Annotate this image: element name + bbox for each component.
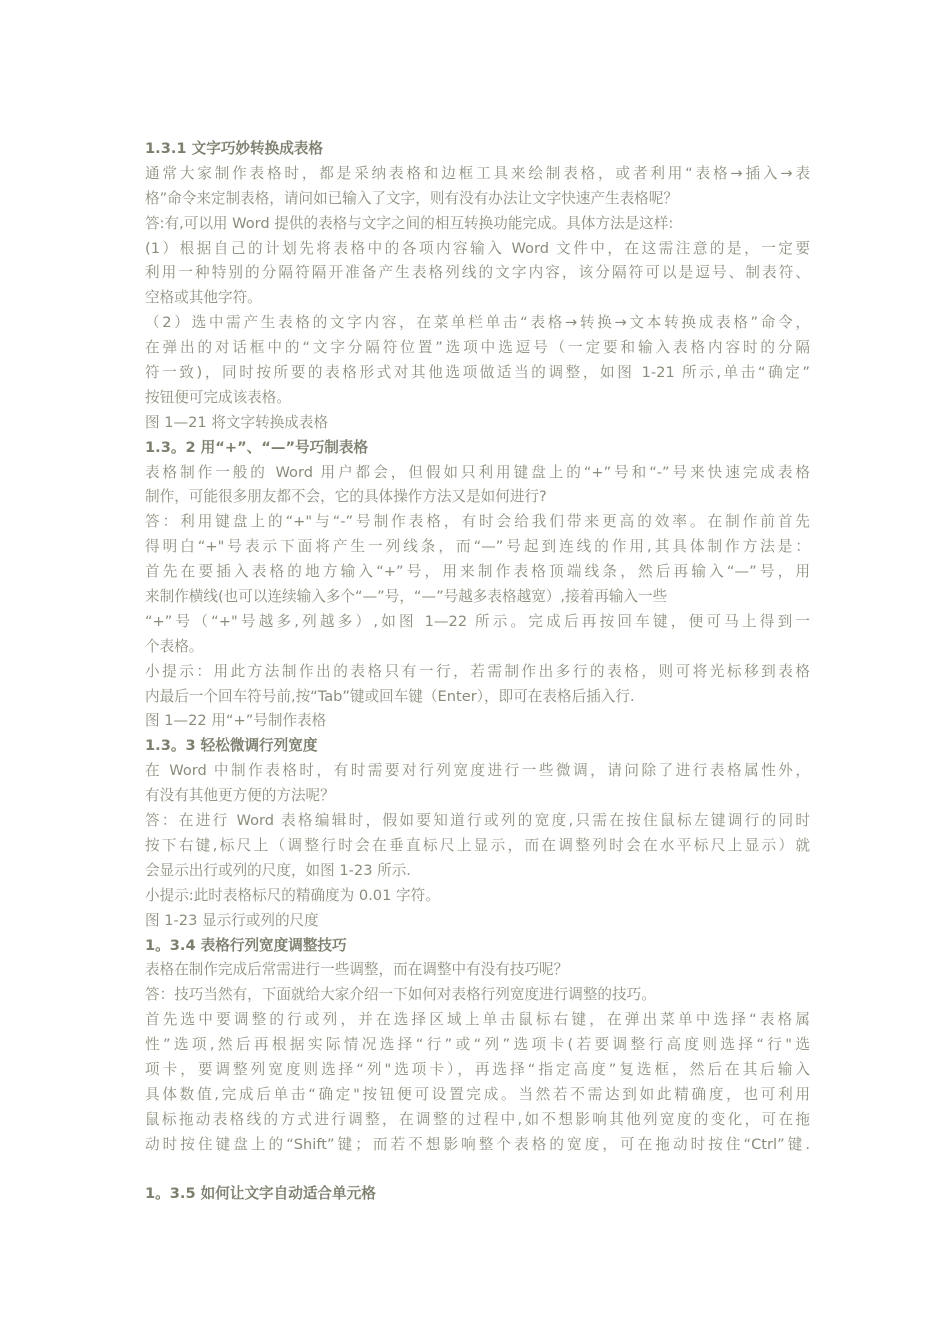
section-heading: 1.3。3 轻松微调行列宽度: [145, 737, 318, 755]
body-line: 鼠标拖动表格线的方式进行调整，在调整的过程中,如不想影响其他列宽度的变化，可在拖: [145, 1110, 810, 1128]
body-line: 按下右键,标尺上（调整行时会在垂直标尺上显示，而在调整列时会在水平标尺上显示）就: [145, 836, 810, 854]
body-line: (1）根据自己的计划先将表格中的各项内容输入 Word 文件中，在这需注意的是，一定要: [145, 239, 810, 257]
section-heading: 1.3.1 文字巧妙转换成表格: [145, 140, 323, 157]
figure-caption: 图 1—22 用“+”号制作表格: [145, 712, 327, 730]
paragraph-gap: [145, 1158, 810, 1183]
body-line: 答：技巧当然有，下面就给大家介绍一下如何对表格行列宽度进行调整的技巧。: [145, 986, 656, 1004]
body-line: 符一致)，同时按所要的表格形式对其他选项做适当的调整，如图 1-21 所示,单击“确定”: [145, 364, 810, 382]
body-line: 答:有,可以用 Word 提供的表格与文字之间的相互转换功能完成。具体方法是这样:: [145, 214, 674, 232]
figure-caption: 图 1-23 显示行或列的尺度: [145, 911, 319, 929]
section-heading: 1.3。2 用“+”、“—”号巧制表格: [145, 438, 369, 456]
body-line: （2）选中需产生表格的文字内容，在菜单栏单击“表格→转换→文本转换成表格”命令，: [145, 314, 810, 332]
section-heading: 1。3.4 表格行列宽度调整技巧: [145, 936, 347, 954]
figure-caption: 图 1—21 将文字转换成表格: [145, 413, 329, 431]
body-line: 小提示:此时表格标尺的精确度为 0.01 字符。: [145, 886, 440, 904]
body-line: 答：在进行 Word 表格编辑时，假如要知道行或列的宽度,只需在按住鼠标左键调行的同时: [145, 812, 810, 830]
body-line: 表格制作一般的 Word 用户都会，但假如只利用键盘上的“+”号和“-”号来快速完成表格: [145, 463, 810, 481]
body-line: 动时按住键盘上的“Shift”键；而若不想影响整个表格的宽度，可在拖动时按住“Ctrl”键.: [145, 1135, 810, 1153]
body-line: 个表格。: [145, 637, 204, 655]
body-line: 首先选中要调整的行或列，并在选择区域上单击鼠标右键，在弹出菜单中选择“表格属: [145, 1011, 810, 1029]
body-line: 格”命令来定制表格，请问如已输入了文字，则有没有办法让文字快速产生表格呢？: [145, 189, 678, 207]
body-line: 性”选项,然后再根据实际情况选择“行”或“列”选项卡(若要调整行高度则选择“行"选: [145, 1036, 810, 1054]
body-line: “+”号（“+"号越多,列越多）,如图 1—22 所示。完成后再按回车键，便可马上得到一: [145, 612, 810, 630]
section-heading: 1。3.5 如何让文字自动适合单元格: [145, 1185, 376, 1203]
body-line: 有没有其他更方便的方法呢？: [145, 787, 335, 805]
body-line: 表格在制作完成后常需进行一些调整，而在调整中有没有技巧呢？: [145, 961, 569, 979]
body-line: 空格或其他字符。: [145, 289, 262, 307]
body-line: 小提示：用此方法制作出的表格只有一行，若需制作出多行的表格，则可将光标移到表格: [145, 662, 810, 680]
body-line: 通常大家制作表格时，都是采纳表格和边框工具来绘制表格，或者利用“表格→插入→表: [145, 164, 810, 182]
body-line: 具体数值,完成后单击“确定"按钮便可设置完成。当然若不需达到如此精确度，也可利用: [145, 1085, 810, 1103]
body-line: 制作，可能很多朋友都不会，它的具体操作方法又是如何进行?: [145, 488, 547, 506]
body-line: 来制作横线(也可以连续输入多个“—”号，“—”号越多表格越宽）,接着再输入一些: [145, 588, 668, 606]
body-line: 首先在要插入表格的地方输入“+”号，用来制作表格顶端线条，然后再输入“—”号，用: [145, 563, 810, 581]
body-line: 在 Word 中制作表格时，有时需要对行列宽度进行一些微调，请问除了进行表格属性外，: [145, 762, 810, 780]
body-line: 项卡，要调整列宽度则选择“列"选项卡），再选择“指定高度”复选框，然后在其后输入: [145, 1060, 810, 1078]
document-body: [145, 137, 810, 1207]
body-line: 在弹出的对话框中的“文字分隔符位置”选项中选逗号（一定要和输入表格内容时的分隔: [145, 339, 810, 357]
body-line: 会显示出行或列的尺度，如图 1-23 所示.: [145, 861, 411, 879]
body-line: 按钮便可完成该表格。: [145, 388, 291, 406]
body-line: 内最后一个回车符号前,按“Tab”键或回车键（Enter），即可在表格后插入行.: [145, 687, 635, 705]
body-line: 得明白“+"号表示下面将产生一列线条，而“—”号起到连线的作用,其具体制作方法是：: [145, 538, 810, 556]
body-line: 答：利用键盘上的“+"与“-”号制作表格，有时会给我们带来更高的效率。在制作前首先: [145, 513, 810, 531]
body-line: 利用一种特别的分隔符隔开准备产生表格列线的文字内容，该分隔符可以是逗号、制表符、: [145, 264, 810, 282]
